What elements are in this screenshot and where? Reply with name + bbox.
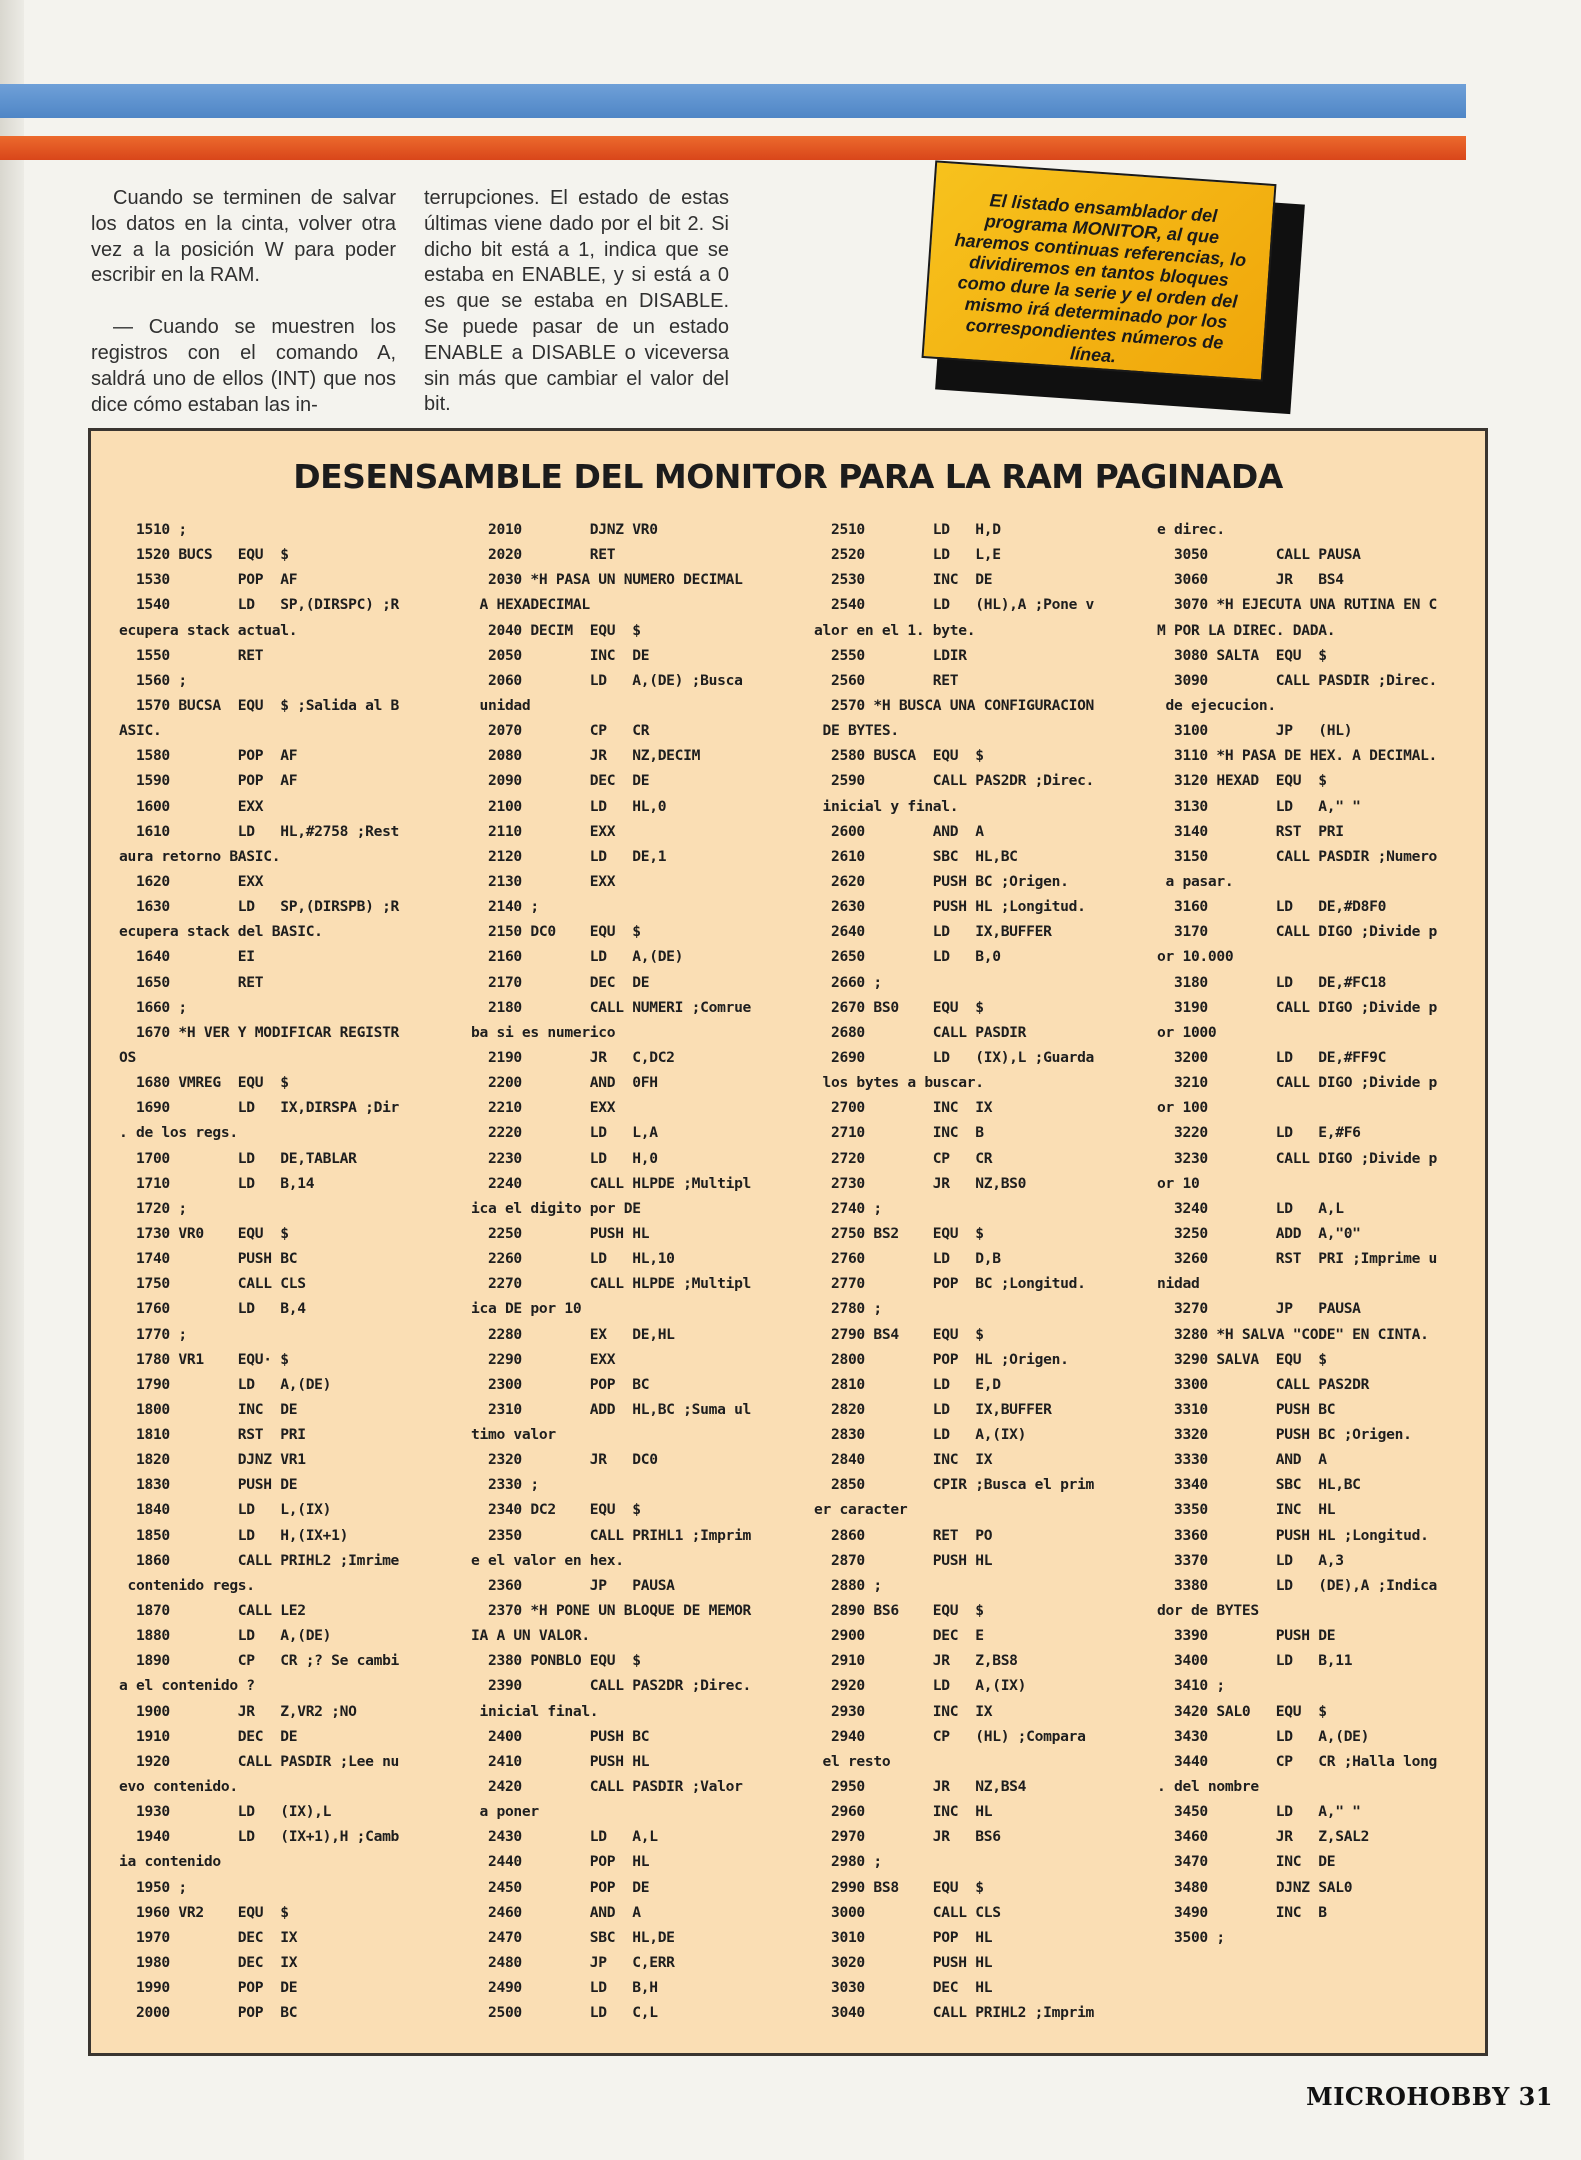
code-line: DE BYTES. <box>814 722 899 740</box>
code-line: 1960 VR2 EQU $ <box>119 1903 289 1921</box>
code-line: 3210 CALL DIGO ;Divide p <box>1157 1074 1438 1092</box>
code-line: 1930 LD (IX),L <box>119 1803 332 1821</box>
code-line: 2960 INC HL <box>814 1803 993 1821</box>
code-line: 3130 LD A," " <box>1157 797 1361 815</box>
code-line: 1600 EXX <box>119 797 264 815</box>
code-line: 1840 LD L,(IX) <box>119 1501 332 1519</box>
code-line: 2700 INC IX <box>814 1099 993 1117</box>
callout-note: El listado ensamblador del programa MONITOR, al que haremos continuas referencias, lo dividiremos en tantos bloques como dure la serie y el orden del mismo irá determinado por los correspondientes números de línea. <box>922 160 1277 381</box>
code-line: 3050 CALL PAUSA <box>1157 546 1361 564</box>
code-line: 2270 CALL HLPDE ;Multipl <box>471 1275 752 1293</box>
code-line: 2290 EXX <box>471 1350 616 1368</box>
code-line: 2870 PUSH HL <box>814 1551 993 1569</box>
code-line: A HEXADECIMAL <box>471 596 590 614</box>
code-line: 2860 RET PO <box>814 1526 993 1544</box>
code-line: 2560 RET <box>814 671 959 689</box>
code-line: 1510 ; <box>119 521 187 538</box>
code-line: 2650 LD B,0 <box>814 948 1001 966</box>
code-line: 1970 DEC IX <box>119 1928 298 1946</box>
code-line: 2300 POP BC <box>471 1375 650 1393</box>
code-line: 1680 VMREG EQU $ <box>119 1074 289 1092</box>
code-line: a poner <box>471 1803 539 1821</box>
code-line: 3250 ADD A,"0" <box>1157 1224 1361 1242</box>
code-line: 1740 PUSH BC <box>119 1250 298 1268</box>
code-line: or 10.000 <box>1157 948 1234 966</box>
code-line: 2220 LD L,A <box>471 1124 658 1142</box>
code-line: a el contenido ? <box>119 1677 255 1695</box>
code-line: 2350 CALL PRIHL1 ;Imprim <box>471 1526 752 1544</box>
intro-paragraph: terrupciones. El estado de estas últimas viene dado por el bit 2. Si dicho bit está a 1, indica que se estaba en ENABLE, y si está a 0 es que se estaba en DISABLE. Se puede pasar de un estado ENABLE a DISABLE o viceversa sin más que cambiar el valor del bit. <box>424 187 729 416</box>
code-line: inicial final. <box>471 1702 599 1720</box>
code-line: 3300 CALL PAS2DR <box>1157 1375 1370 1393</box>
code-line: 1660 ; <box>119 998 187 1016</box>
code-line: 2880 ; <box>814 1576 882 1594</box>
code-line: 2900 DEC E <box>814 1627 984 1645</box>
code-line: 3140 RST PRI <box>1157 822 1344 840</box>
code-line: 3360 PUSH HL ;Longitud. <box>1157 1526 1429 1544</box>
listing-title: DESENSAMBLE DEL MONITOR PARA LA RAM PAGINADA <box>293 457 1283 496</box>
code-line: er caracter <box>814 1501 908 1519</box>
code-line: 1630 LD SP,(DIRSPB) ;R <box>119 898 400 916</box>
code-line: 1520 BUCS EQU $ <box>119 546 289 564</box>
code-line: e direc. <box>1157 521 1225 538</box>
code-line: 2400 PUSH BC <box>471 1727 650 1745</box>
code-line: 2170 DEC DE <box>471 973 650 991</box>
code-line: 2080 JR NZ,DECIM <box>471 747 701 765</box>
page-binding-edge <box>0 0 24 2160</box>
code-line: 2580 BUSCA EQU $ <box>814 747 984 765</box>
code-line: 3500 ; <box>1157 1928 1225 1946</box>
code-line: 1900 JR Z,VR2 ;NO <box>119 1702 357 1720</box>
code-line: 2210 EXX <box>471 1099 616 1117</box>
code-column-1 <box>119 517 459 2025</box>
code-line: 3060 JR BS4 <box>1157 571 1344 589</box>
code-line: 3030 DEC HL <box>814 1979 993 1997</box>
code-line: or 1000 <box>1157 1023 1217 1041</box>
code-line: 2020 RET <box>471 546 616 564</box>
code-line: contenido regs. <box>119 1576 255 1594</box>
code-line: 1720 ; <box>119 1199 187 1217</box>
code-line: 1560 ; <box>119 671 187 689</box>
code-line: 2190 JR C,DC2 <box>471 1048 675 1066</box>
code-line: 2000 POP BC <box>119 2004 298 2022</box>
code-line: inicial y final. <box>814 797 959 815</box>
code-line: 2720 CP CR <box>814 1149 993 1167</box>
code-line: 2770 POP BC ;Longitud. <box>814 1275 1086 1293</box>
code-line: 2590 CALL PAS2DR ;Direc. <box>814 772 1095 790</box>
code-line: . de los regs. <box>119 1124 238 1142</box>
code-line: 3490 INC B <box>1157 1903 1327 1921</box>
code-line: 2610 SBC HL,BC <box>814 847 1018 865</box>
code-line: 2990 BS8 EQU $ <box>814 1878 984 1896</box>
code-line: 1640 EI <box>119 948 255 966</box>
code-line: 2620 PUSH BC ;Origen. <box>814 872 1069 890</box>
code-line: 2930 INC IX <box>814 1702 993 1720</box>
code-line: 2740 ; <box>814 1199 882 1217</box>
code-line: 2530 INC DE <box>814 571 993 589</box>
code-line: 1950 ; <box>119 1878 187 1896</box>
code-line: 1830 PUSH DE <box>119 1476 298 1494</box>
code-line: 2910 JR Z,BS8 <box>814 1652 1018 1670</box>
code-line: 3430 LD A,(DE) <box>1157 1727 1370 1745</box>
code-line: 2980 ; <box>814 1853 882 1871</box>
code-line: 3390 PUSH DE <box>1157 1627 1336 1645</box>
code-line: 2040 DECIM EQU $ <box>471 621 641 639</box>
code-line: 2380 PONBLO EQU $ <box>471 1652 641 1670</box>
page-footer: MICROHOBBY 31 <box>1306 2082 1553 2111</box>
code-line: 2790 BS4 EQU $ <box>814 1325 984 1343</box>
code-line: 3160 LD DE,#D8F0 <box>1157 898 1387 916</box>
code-line: 2140 ; <box>471 898 539 916</box>
code-line: 3320 PUSH BC ;Origen. <box>1157 1426 1412 1444</box>
code-line: 2810 LD E,D <box>814 1375 1001 1393</box>
code-line: 2030 *H PASA UN NUMERO DECIMAL <box>471 571 743 589</box>
code-line: 2850 CPIR ;Busca el prim <box>814 1476 1095 1494</box>
code-line: 3440 CP CR ;Halla long <box>1157 1752 1438 1770</box>
code-line: 2800 POP HL ;Origen. <box>814 1350 1069 1368</box>
code-line: 1810 RST PRI <box>119 1426 306 1444</box>
code-line: 1860 CALL PRIHL2 ;Imrime <box>119 1551 400 1569</box>
code-line: 2500 LD C,L <box>471 2004 658 2022</box>
code-line: IA A UN VALOR. <box>471 1627 590 1645</box>
code-line: evo contenido. <box>119 1778 238 1796</box>
code-line: 2820 LD IX,BUFFER <box>814 1400 1052 1418</box>
code-line: 3170 CALL DIGO ;Divide p <box>1157 923 1438 941</box>
code-line: 3010 POP HL <box>814 1928 993 1946</box>
code-line: 1890 CP CR ;? Se cambi <box>119 1652 400 1670</box>
code-line: ica DE por 10 <box>471 1300 582 1318</box>
code-line: 2460 AND A <box>471 1903 641 1921</box>
code-line: 2890 BS6 EQU $ <box>814 1602 984 1620</box>
code-line: 1760 LD B,4 <box>119 1300 306 1318</box>
code-line: 2670 BS0 EQU $ <box>814 998 984 1016</box>
intro-paragraph: — Cuando se muestren los registros con el comando A, saldrá uno de ellos (INT) que nos dice cómo estaban las in- <box>91 316 396 416</box>
code-line: 2180 CALL NUMERI ;Comrue <box>471 998 752 1016</box>
code-line: or 100 <box>1157 1099 1208 1117</box>
code-line: 1550 RET <box>119 646 264 664</box>
code-line: 1980 DEC IX <box>119 1954 298 1972</box>
code-line: a pasar. <box>1157 872 1234 890</box>
code-line: 3120 HEXAD EQU $ <box>1157 772 1327 790</box>
code-line: 2470 SBC HL,DE <box>471 1928 675 1946</box>
intro-column-2 <box>424 186 729 444</box>
code-line: 1690 LD IX,DIRSPA ;Dir <box>119 1099 400 1117</box>
code-line: 2320 JR DC0 <box>471 1451 658 1469</box>
code-line: 1850 LD H,(IX+1) <box>119 1526 349 1544</box>
code-line: 2950 JR NZ,BS4 <box>814 1778 1027 1796</box>
code-line: 2680 CALL PASDIR <box>814 1023 1027 1041</box>
code-line: timo valor <box>471 1426 556 1444</box>
code-line: 1730 VR0 EQU $ <box>119 1224 289 1242</box>
code-line: 1800 INC DE <box>119 1400 298 1418</box>
code-line: 3090 CALL PASDIR ;Direc. <box>1157 671 1438 689</box>
code-line: 2130 EXX <box>471 872 616 890</box>
code-line: de ejecucion. <box>1157 696 1276 714</box>
code-line: 2370 *H PONE UN BLOQUE DE MEMOR <box>471 1602 752 1620</box>
code-line: los bytes a buscar. <box>814 1074 984 1092</box>
code-line: ica el digito por DE <box>471 1199 641 1217</box>
code-line: 1570 BUCSA EQU $ ;Salida al B <box>119 696 400 714</box>
code-line: 1540 LD SP,(DIRSPC) ;R <box>119 596 400 614</box>
code-line: 3150 CALL PASDIR ;Numero <box>1157 847 1438 865</box>
code-line: 2760 LD D,B <box>814 1250 1001 1268</box>
code-line: 1790 LD A,(DE) <box>119 1375 332 1393</box>
code-line: 3290 SALVA EQU $ <box>1157 1350 1327 1368</box>
code-line: 2410 PUSH HL <box>471 1752 650 1770</box>
code-line: 2240 CALL HLPDE ;Multipl <box>471 1174 752 1192</box>
code-column-4 <box>1157 517 1497 1950</box>
code-line: 3400 LD B,11 <box>1157 1652 1353 1670</box>
code-line: alor en el 1. byte. <box>814 621 976 639</box>
code-line: 2310 ADD HL,BC ;Suma ul <box>471 1400 752 1418</box>
code-line: 3040 CALL PRIHL2 ;Imprim <box>814 2004 1095 2022</box>
code-line: 3000 CALL CLS <box>814 1903 1001 1921</box>
code-line: 2550 LDIR <box>814 646 967 664</box>
code-line: 2640 LD IX,BUFFER <box>814 923 1052 941</box>
code-line: 3330 AND A <box>1157 1451 1327 1469</box>
code-line: 1870 CALL LE2 <box>119 1602 306 1620</box>
code-line: 3410 ; <box>1157 1677 1225 1695</box>
code-line: 2440 POP HL <box>471 1853 650 1871</box>
header-stripe-red <box>0 136 1466 160</box>
code-line: 2150 DC0 EQU $ <box>471 923 641 941</box>
code-line: 2830 LD A,(IX) <box>814 1426 1027 1444</box>
code-line: ASIC. <box>119 722 162 740</box>
code-line: 3260 RST PRI ;Imprime u <box>1157 1250 1438 1268</box>
code-column-3 <box>814 517 1154 2025</box>
code-line: 2390 CALL PAS2DR ;Direc. <box>471 1677 752 1695</box>
code-line: 3270 JP PAUSA <box>1157 1300 1361 1318</box>
code-column-2 <box>471 517 811 2025</box>
code-line: 2010 DJNZ VR0 <box>471 521 658 538</box>
code-line: 3310 PUSH BC <box>1157 1400 1336 1418</box>
code-line: 2430 LD A,L <box>471 1828 658 1846</box>
code-line: 1580 POP AF <box>119 747 298 765</box>
code-line: aura retorno BASIC. <box>119 847 281 865</box>
code-line: 1710 LD B,14 <box>119 1174 315 1192</box>
code-line: 2520 LD L,E <box>814 546 1001 564</box>
code-line: 2840 INC IX <box>814 1451 993 1469</box>
code-line: 3380 LD (DE),A ;Indica <box>1157 1576 1438 1594</box>
code-line: 2750 BS2 EQU $ <box>814 1224 984 1242</box>
code-line: 2730 JR NZ,BS0 <box>814 1174 1027 1192</box>
code-line: 2360 JP PAUSA <box>471 1576 675 1594</box>
code-line: 1880 LD A,(DE) <box>119 1627 332 1645</box>
code-line: 2660 ; <box>814 973 882 991</box>
code-line: 3370 LD A,3 <box>1157 1551 1344 1569</box>
code-line: 2510 LD H,D <box>814 521 1001 538</box>
code-line: 2340 DC2 EQU $ <box>471 1501 641 1519</box>
code-line: 2120 LD DE,1 <box>471 847 667 865</box>
code-line: 2050 INC DE <box>471 646 650 664</box>
code-line: M POR LA DIREC. DADA. <box>1157 621 1336 639</box>
code-line: 2160 LD A,(DE) <box>471 948 684 966</box>
code-line: 1700 LD DE,TABLAR <box>119 1149 357 1167</box>
intro-column-1 <box>91 186 396 444</box>
code-line: 3020 PUSH HL <box>814 1954 993 1972</box>
code-line: 2070 CP CR <box>471 722 650 740</box>
code-line: . del nombre <box>1157 1778 1259 1796</box>
code-line: el resto <box>814 1752 891 1770</box>
code-line: ba si es numerico <box>471 1023 616 1041</box>
code-line: 2480 JP C,ERR <box>471 1954 675 1972</box>
code-line: 3190 CALL DIGO ;Divide p <box>1157 998 1438 1016</box>
code-line: 2060 LD A,(DE) ;Busca <box>471 671 743 689</box>
code-line: 2570 *H BUSCA UNA CONFIGURACION <box>814 696 1095 714</box>
code-line: 3240 LD A,L <box>1157 1199 1344 1217</box>
code-line: 1920 CALL PASDIR ;Lee nu <box>119 1752 400 1770</box>
code-line: OS <box>119 1048 136 1066</box>
code-line: 2200 AND 0FH <box>471 1074 658 1092</box>
code-line: 2600 AND A <box>814 822 984 840</box>
code-line: 3420 SAL0 EQU $ <box>1157 1702 1327 1720</box>
code-line: 3340 SBC HL,BC <box>1157 1476 1361 1494</box>
header-stripe-blue <box>0 84 1466 118</box>
code-line: unidad <box>471 696 531 714</box>
code-line: 1620 EXX <box>119 872 264 890</box>
code-line: 1770 ; <box>119 1325 187 1343</box>
code-line: 3460 JR Z,SAL2 <box>1157 1828 1370 1846</box>
code-line: 2490 LD B,H <box>471 1979 658 1997</box>
code-line: 3280 *H SALVA "CODE" EN CINTA. <box>1157 1325 1429 1343</box>
code-line: 3220 LD E,#F6 <box>1157 1124 1361 1142</box>
code-line: or 10 <box>1157 1174 1200 1192</box>
code-line: 3070 *H EJECUTA UNA RUTINA EN C <box>1157 596 1438 614</box>
code-line: 2710 INC B <box>814 1124 984 1142</box>
code-line: 2420 CALL PASDIR ;Valor <box>471 1778 743 1796</box>
code-line: 3110 *H PASA DE HEX. A DECIMAL. <box>1157 747 1438 765</box>
code-line: 3480 DJNZ SAL0 <box>1157 1878 1353 1896</box>
code-line: dor de BYTES <box>1157 1602 1259 1620</box>
code-line: 2780 ; <box>814 1300 882 1318</box>
code-line: 3230 CALL DIGO ;Divide p <box>1157 1149 1438 1167</box>
code-line: 1610 LD HL,#2758 ;Rest <box>119 822 400 840</box>
code-line: 2540 LD (HL),A ;Pone v <box>814 596 1095 614</box>
code-line: ia contenido <box>119 1853 221 1871</box>
code-line: 2630 PUSH HL ;Longitud. <box>814 898 1086 916</box>
code-line: 3350 INC HL <box>1157 1501 1336 1519</box>
code-line: 2260 LD HL,10 <box>471 1250 675 1268</box>
code-line: e el valor en hex. <box>471 1551 624 1569</box>
code-line: 2970 JR BS6 <box>814 1828 1001 1846</box>
code-line: 1670 *H VER Y MODIFICAR REGISTR <box>119 1023 400 1041</box>
code-line: 2250 PUSH HL <box>471 1224 650 1242</box>
code-line: 2090 DEC DE <box>471 772 650 790</box>
code-line: 1820 DJNZ VR1 <box>119 1451 306 1469</box>
code-line: 2110 EXX <box>471 822 616 840</box>
code-line: 3180 LD DE,#FC18 <box>1157 973 1387 991</box>
code-line: ecupera stack del BASIC. <box>119 923 323 941</box>
code-line: ecupera stack actual. <box>119 621 298 639</box>
intro-paragraph: Cuando se terminen de salvar los datos en la cinta, volver otra vez a la posición W para poder escribir en la RAM. <box>91 187 396 287</box>
code-line: 1780 VR1 EQU· $ <box>119 1350 289 1368</box>
code-line: nidad <box>1157 1275 1200 1293</box>
code-line: 1650 RET <box>119 973 264 991</box>
code-line: 2920 LD A,(IX) <box>814 1677 1027 1695</box>
code-line: 3450 LD A," " <box>1157 1803 1361 1821</box>
code-line: 2940 CP (HL) ;Compara <box>814 1727 1086 1745</box>
code-line: 2450 POP DE <box>471 1878 650 1896</box>
code-line: 2230 LD H,0 <box>471 1149 658 1167</box>
code-line: 1910 DEC DE <box>119 1727 298 1745</box>
code-line: 3470 INC DE <box>1157 1853 1336 1871</box>
code-line: 1530 POP AF <box>119 571 298 589</box>
code-line: 1940 LD (IX+1),H ;Camb <box>119 1828 400 1846</box>
code-line: 2280 EX DE,HL <box>471 1325 675 1343</box>
code-line: 1990 POP DE <box>119 1979 298 1997</box>
code-line: 1750 CALL CLS <box>119 1275 306 1293</box>
code-line: 2100 LD HL,0 <box>471 797 667 815</box>
code-line: 2690 LD (IX),L ;Guarda <box>814 1048 1095 1066</box>
listing-box <box>88 428 1488 2056</box>
code-line: 3080 SALTA EQU $ <box>1157 646 1327 664</box>
code-line: 2330 ; <box>471 1476 539 1494</box>
code-line: 3100 JP (HL) <box>1157 722 1353 740</box>
code-line: 3200 LD DE,#FF9C <box>1157 1048 1387 1066</box>
code-line: 1590 POP AF <box>119 772 298 790</box>
